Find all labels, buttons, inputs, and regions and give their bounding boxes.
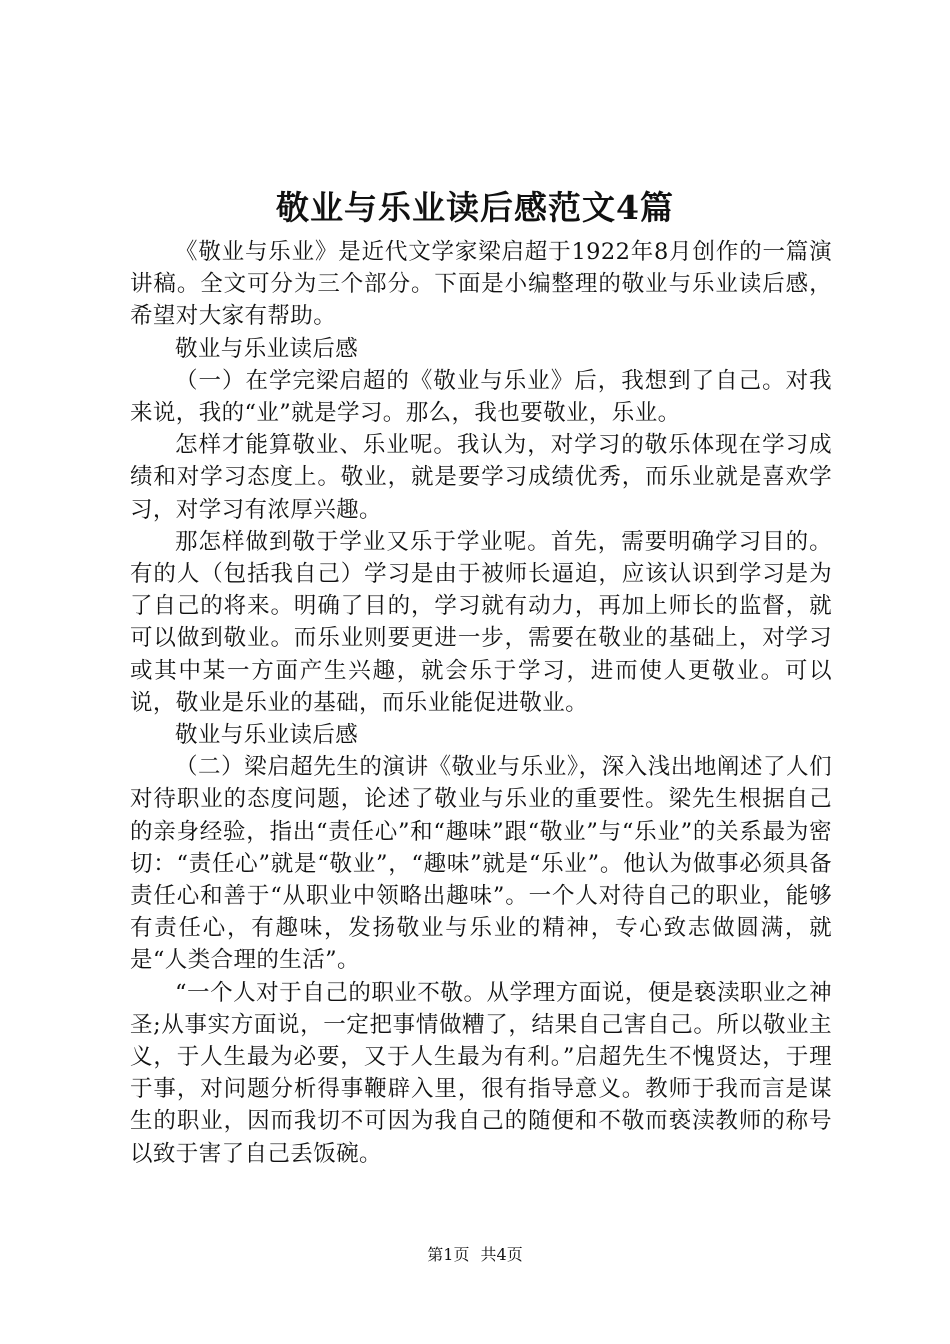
section-subtitle: 敬业与乐业读后感 [175, 722, 359, 749]
document-title: 敬业与乐业读后感范文4篇 [276, 188, 674, 227]
paragraph: 那怎样做到敬于学业又乐于学业呢。首先，需要明确学习目的。有的人（包括我自己）学习是由于被师长逼迫，应该认识到学习是为了自己的将来。明确了目的，学习就有动力，再加上师长的监督，就可以做到敬业。而乐业则要更进一步，需要在敬业的基础上，对学习或其中某一方面产生兴趣，就会乐于学习，进而使人更敬业。可以说，敬业是乐业的基础，而乐业能促进敬业。 [130, 528, 832, 716]
paragraph-intro: 《敬业与乐业》是近代文学家梁启超于1922年8月创作的一篇演讲稿。全文可分为三个部分。下面是小编整理的敬业与乐业读后感，希望对大家有帮助。 [130, 239, 832, 330]
paragraph: （二）梁启超先生的演讲《敬业与乐业》，深入浅出地阐述了人们对待职业的态度问题，论述了敬业与乐业的重要性。梁先生根据自己的亲身经验，指出“责任心”和“趣味”跟“敬业”与“乐业”的关系最为密切：“责任心”就是“敬业”，“趣味”就是“乐业”。他认为做事必须具备责任心和善于“从职业中领略出趣味”。一个人对待自己的职业，能够有责任心，有趣味，发扬敬业与乐业的精神，专心致志做圆满，就是“人类合理的生活”。 [130, 754, 832, 974]
paragraph: （一）在学完梁启超的《敬业与乐业》后，我想到了自己。对我来说，我的“业”就是学习。那么，我也要敬业，乐业。 [130, 367, 832, 427]
section-subtitle: 敬业与乐业读后感 [175, 335, 359, 362]
page-number: 第1页 [427, 1245, 470, 1264]
page-total: 共4页 [480, 1245, 523, 1264]
page-footer [0, 1244, 950, 1266]
document-body [130, 236, 832, 1170]
paragraph: “一个人对于自己的职业不敬。从学理方面说，便是亵渎职业之神圣;从事实方面说，一定把事情做糟了，结果自己害自己。所以敬业主义，于人生最为必要，又于人生最为有利。”启超先生不愧贤达，于理于事，对问题分析得事鞭辟入里，很有指导意义。教师于我而言是谋生的职业，因而我切不可因为我自己的随便和不敬而亵渎教师的称号以致于害了自己丢饭碗。 [130, 979, 832, 1167]
paragraph: 怎样才能算敬业、乐业呢。我认为，对学习的敬乐体现在学习成绩和对学习态度上。敬业，就是要学习成绩优秀，而乐业就是喜欢学习，对学习有浓厚兴趣。 [130, 432, 832, 523]
